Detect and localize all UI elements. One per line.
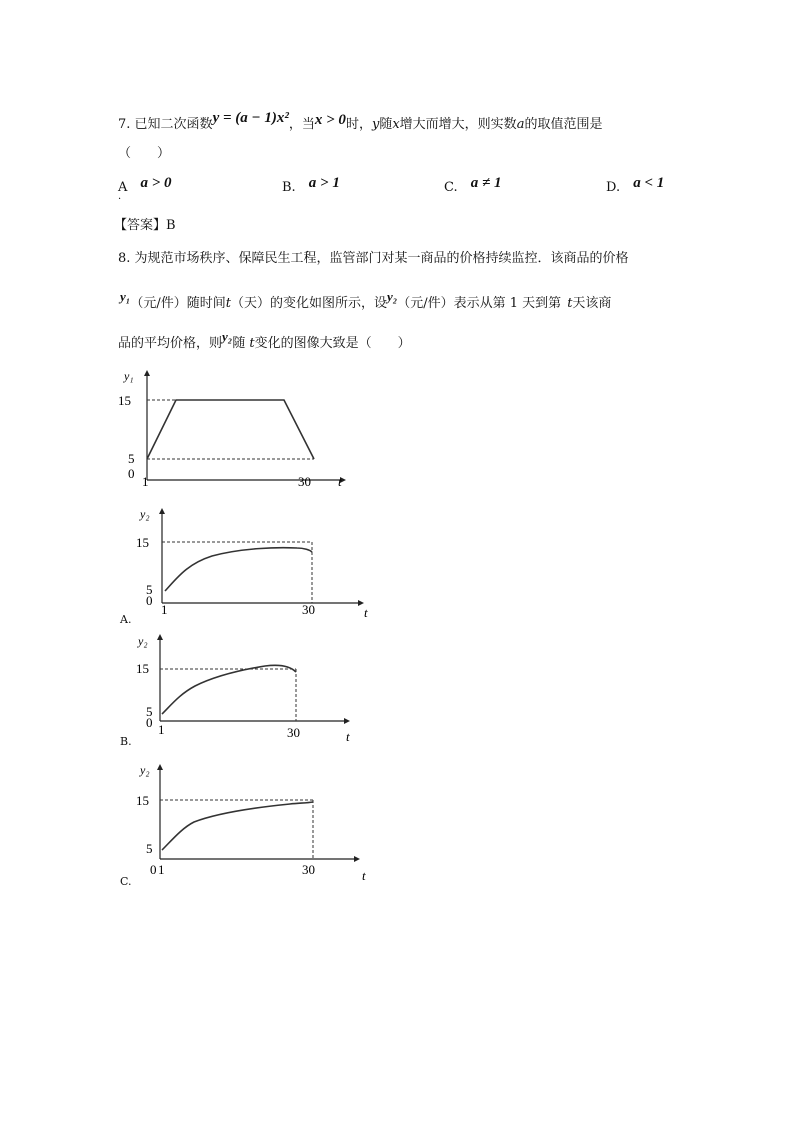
question-number: 8. [118, 251, 131, 266]
option-b[interactable] [282, 176, 340, 196]
y-tick-0: 0 [150, 862, 157, 877]
question-8-line2 [120, 289, 612, 312]
variable-y2: y₂ [222, 329, 233, 344]
x-axis-label: t [362, 868, 366, 883]
question-text: 已知二次函数 [134, 117, 213, 132]
x-tick-1: 1 [158, 722, 165, 737]
y-axis-label: y₂ [138, 634, 148, 648]
variable-y2: y₂ [386, 289, 398, 304]
option-d[interactable] [606, 176, 664, 196]
question-text: 变化的图像大致是（ ） [254, 336, 411, 351]
question-text: 时， [345, 117, 372, 132]
y-tick-15: 15 [136, 535, 149, 550]
y-tick-5: 5 [146, 582, 153, 597]
y-axis-arrow [144, 370, 150, 376]
option-label-b: B. [120, 735, 132, 748]
option-letter: B. [282, 180, 296, 195]
question-text: 增大而增大，则实数 [399, 117, 517, 132]
y-axis-label: y₂ [140, 507, 150, 521]
question-text: 随 [232, 336, 246, 351]
variable-t: t [225, 296, 231, 311]
question-text: （天）的变化如图所示，设 [230, 296, 387, 311]
variable-y1: y₁ [120, 289, 131, 304]
question-8-line3 [118, 329, 411, 352]
chart-y1 [112, 362, 352, 492]
dot-mark: · [118, 194, 122, 205]
option-c[interactable] [444, 176, 501, 196]
y-tick-15: 15 [136, 661, 149, 676]
x-axis-label: t [338, 474, 342, 489]
question-text: （元/件）随时间 [130, 296, 226, 311]
question-text: 的取值范围是 [524, 117, 603, 132]
x-tick-1: 1 [158, 862, 165, 877]
option-letter: D. [606, 180, 621, 195]
y2-curve [162, 665, 296, 714]
variable-x: x [392, 117, 400, 132]
x-tick-30: 30 [287, 725, 300, 740]
variable-a: a [516, 117, 525, 132]
question-number: 7. [118, 117, 131, 132]
answer-label: 【答案】 [114, 218, 167, 233]
question-7-paren: （ ） [118, 146, 171, 161]
answer-line [114, 218, 176, 234]
question-text: 随 [379, 117, 393, 132]
variable-t: t [567, 296, 573, 311]
y2-curve [165, 548, 312, 591]
condition-expression: x > 0 [314, 112, 346, 128]
x-tick-1: 1 [161, 602, 168, 617]
answer-value: B [166, 218, 176, 233]
y-tick-5: 5 [146, 841, 153, 856]
y1-line [147, 400, 314, 459]
y-tick-0: 0 [128, 466, 135, 481]
option-expression: a < 1 [633, 175, 665, 191]
x-tick-30: 30 [302, 602, 315, 617]
option-letter: C. [444, 180, 458, 195]
option-label-c: C. [120, 875, 132, 888]
variable-y: y [371, 117, 380, 132]
y-axis-arrow [159, 508, 165, 514]
y-tick-0: 0 [146, 715, 153, 730]
y2-curve [162, 802, 313, 850]
y-tick-0: 0 [146, 593, 153, 608]
x-tick-30: 30 [298, 474, 311, 489]
x-tick-30: 30 [302, 862, 315, 877]
question-text: （元/件）表示从第 1 天到第 [397, 296, 562, 311]
question-text: 品的平均价格，则 [118, 336, 223, 351]
option-letter: A [118, 180, 128, 195]
y-axis-arrow [157, 764, 163, 770]
option-label-a: A. [120, 613, 132, 626]
y-axis-label: y₂ [140, 763, 150, 777]
x-tick-1: 1 [142, 474, 149, 489]
y-tick-5: 5 [128, 451, 135, 466]
x-axis-arrow [344, 718, 350, 724]
question-text: ，当 [288, 117, 315, 132]
x-axis-arrow [354, 856, 360, 862]
y-axis-label: y₁ [124, 369, 134, 383]
option-expression: a ≠ 1 [470, 175, 502, 191]
x-axis-label: t [346, 729, 350, 744]
chart-option-c[interactable] [130, 756, 375, 886]
y-tick-5: 5 [146, 704, 153, 719]
quadratic-formula: y = (a − 1)x² [212, 110, 289, 126]
y-tick-15: 15 [118, 393, 131, 408]
question-8-line1 [118, 251, 629, 267]
option-a[interactable] [118, 176, 172, 196]
question-7-line1 [118, 110, 603, 133]
option-expression: a > 1 [308, 175, 340, 191]
y-tick-15: 15 [136, 793, 149, 808]
option-expression: a > 0 [140, 175, 172, 191]
question-text: 天该商 [572, 296, 612, 311]
question-text: 为规范市场秩序、保障民生工程，监管部门对某一商品的价格持续监控．该商品的价格 [134, 251, 629, 266]
variable-t: t [249, 336, 255, 351]
chart-option-a[interactable] [132, 500, 377, 625]
y-axis-arrow [157, 634, 163, 640]
x-axis-label: t [364, 605, 368, 620]
chart-option-b[interactable] [130, 628, 365, 748]
